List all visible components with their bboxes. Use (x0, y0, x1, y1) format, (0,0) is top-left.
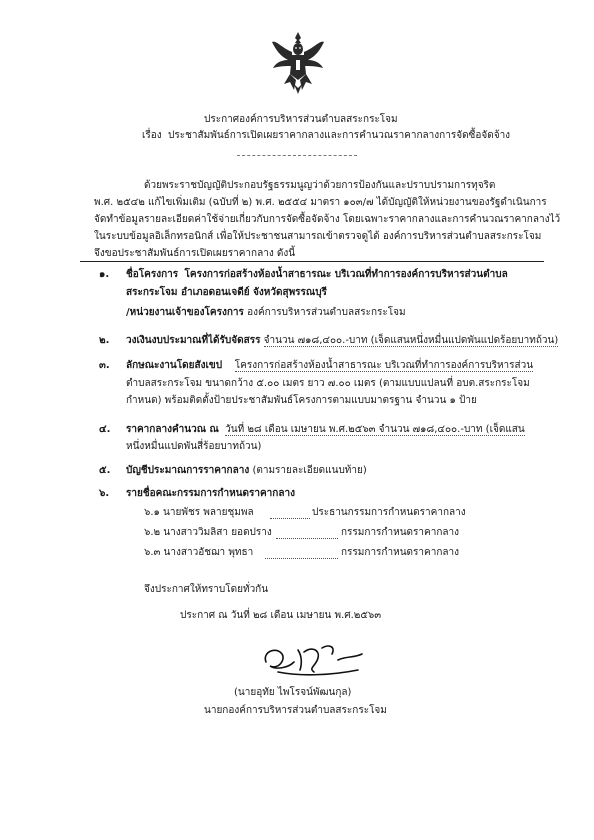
leader-dots-2 (276, 538, 338, 539)
item-4-label: ราคากลางคำนวณ ณ (126, 424, 219, 435)
agency-label: /หน่วยงานเจ้าของโครงการ (126, 307, 244, 318)
intro-line-1: ด้วยพระราชบัญญัติประกอบรัฐธรรมนูญว่าด้วยการป้องกันและปราบปรามการทุจริต (144, 180, 496, 191)
item-2-line (126, 334, 558, 347)
item-1-line-2: สระกระโจม อำเภอดอนเจดีย์ จังหวัดสุพรรณบุรี (126, 287, 327, 298)
leader-dots-1 (270, 518, 310, 519)
items-frame-top (80, 261, 544, 268)
subject-line (142, 129, 510, 142)
announcement-date: ประกาศ ณ วันที่ ๒๘ เดือน เมษายน พ.ศ.๒๕๖๓ (180, 610, 382, 621)
item-1-number: ๑. (99, 269, 110, 280)
agency-value: องค์การบริหารส่วนตำบลสระกระโจม (247, 307, 406, 318)
committee-role-3: กรรมการกำหนดราคากลาง (341, 547, 459, 558)
committee-role-1: ประธานกรรมการกำหนดราคากลาง (312, 507, 466, 518)
item-4-number: ๔. (99, 424, 111, 435)
item-5-value: (ตามรายละเอียดแนบท้าย) (252, 465, 367, 476)
org-header-line: ประกาศองค์การบริหารส่วนตำบลสระกระโจม (204, 114, 398, 125)
item-1-value: โครงการก่อสร้างห้องน้ำสาธารณะ บริเวณที่ทำการองค์การบริหารส่วนตำบล (184, 269, 508, 280)
item-3-line-1 (126, 359, 533, 372)
intro-line-5: จึงขอประชาสัมพันธ์การเปิดเผยราคากลาง ดังนี้ (94, 248, 296, 259)
item-2-value: จำนวน ๗๑๘,๔๐๐.-บาท (เจ็ดแสนหนึ่งหมื่นแปดพันแปดร้อยบาทถ้วน) (263, 335, 559, 346)
handwritten-signature (258, 640, 368, 680)
item-2-number: ๒. (99, 335, 110, 346)
item-4-line-2: หนึ่งหมื่นแปดพันสี่ร้อยบาทถ้วน) (126, 441, 262, 452)
item-5-label: บัญชีประมาณการราคากลาง (126, 465, 250, 476)
item-4-text-1: วันที่ ๒๘ เดือน เมษายน พ.ศ.๒๕๖๓ จำนวน ๗๑๘,๔๐๐.-บาท (เจ็ดแสน (225, 424, 525, 435)
item-3-line-2: ตำบลสระกระโจม ขนาดกว้าง ๕.๐๐ เมตร ยาว ๗.๐๐ เมตร (ตามแบบแปลนที่ อบต.สระกระโจม (126, 378, 530, 389)
item-3-text-1: โครงการก่อสร้างห้องน้ำสาธารณะ บริเวณที่ทำการองค์การบริหารส่วน (234, 360, 534, 371)
signer-title: นายกองค์การบริหารส่วนตำบลสระกระโจม (204, 705, 387, 716)
item-1-label: ชื่อโครงการ (126, 269, 179, 280)
intro-line-4: ในระบบข้อมูลอิเล็กทรอนิกส์ เพื่อให้ประชาชนสามารถเข้าตรวจดูได้ องค์การบริหารส่วนตำบลสระกระโจม (94, 231, 542, 242)
item-1-agency (126, 306, 406, 319)
item-3-label: ลักษณะงานโดยสังเขป (126, 360, 223, 371)
committee-member-3: ๖.๓ นางสาวอัชฌา พุทธา (144, 547, 254, 558)
garuda-emblem-icon (270, 30, 326, 96)
item-6-label: รายชื่อคณะกรรมการกำหนดราคากลาง (126, 488, 295, 499)
item-3-line-3: กำหนด) พร้อมติดตั้งป้ายประชาสัมพันธ์โครงการตามแบบมาตรฐาน จำนวน ๑ ป้าย (126, 395, 477, 406)
item-4-line-1 (126, 423, 525, 436)
intro-line-3: จัดทำข้อมูลรายละเอียดค่าใช้จ่ายเกี่ยวกับการจัดซื้อจัดจ้าง โดยเฉพาะราคากลางและการคำนวณราคากลางไว้ (94, 214, 561, 225)
item-2-label: วงเงินงบประมาณที่ได้รับจัดสรร (126, 335, 261, 346)
item-5-line (126, 464, 367, 477)
intro-line-2: พ.ศ. ๒๕๔๒ แก้ไขเพิ่มเติม (ฉบับที่ ๒) พ.ศ. ๒๕๕๔ มาตรา ๑๐๓/๗ ได้บัญญัติให้หน่วยงานของรัฐดำเนินการ (94, 197, 547, 208)
committee-role-2: กรรมการกำหนดราคากลาง (341, 527, 459, 538)
subject-prefix: เรื่อง (142, 130, 162, 141)
subject-text: ประชาสัมพันธ์การเปิดเผยราคากลางและการคำนวณราคากลางการจัดซื้อจัดจ้าง (168, 130, 511, 141)
closing-statement: จึงประกาศให้ทราบโดยทั่วกัน (144, 584, 269, 595)
item-3-number: ๓. (99, 360, 110, 371)
item-5-number: ๕. (99, 465, 111, 476)
signer-name: (นายอุทัย ไพโรจน์พัฒนกุล) (234, 687, 352, 698)
committee-member-1: ๖.๑ นายพัชร พลายชุมพล (144, 507, 254, 518)
committee-member-2: ๖.๒ นางสาววิมลิสา ยอดปราง (144, 527, 272, 538)
header-separator (237, 155, 357, 156)
leader-dots-3 (265, 558, 338, 559)
item-6-number: ๖. (99, 488, 110, 499)
item-1-line-1 (126, 268, 508, 281)
